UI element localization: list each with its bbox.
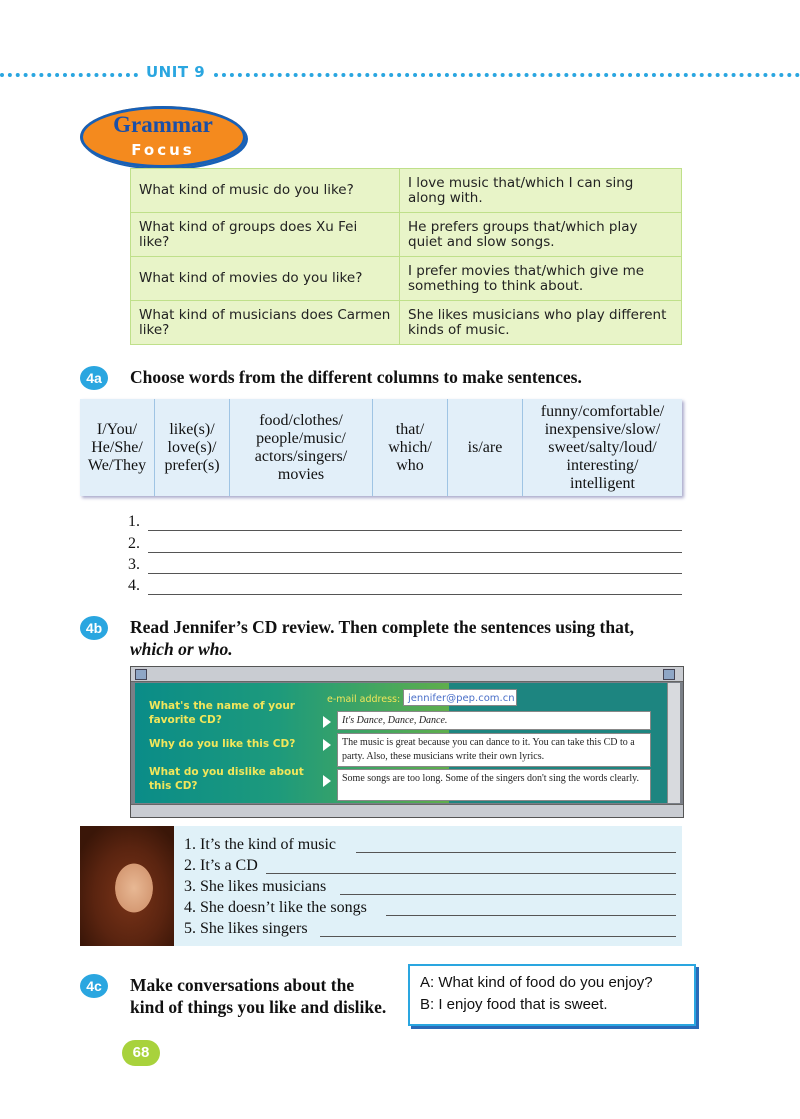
conversation-example-box bbox=[408, 964, 696, 1026]
cd-question-3: What do you dislike about this CD? bbox=[149, 766, 304, 792]
section-number-4b: 4b bbox=[80, 616, 108, 640]
answer-blank-line[interactable] bbox=[266, 873, 676, 874]
arrow-icon bbox=[323, 716, 331, 728]
grammar-answer: She likes musicians who play different kinds of music. bbox=[400, 301, 682, 345]
cd-question-2: Why do you like this CD? bbox=[149, 738, 296, 750]
section-4b-instruction-line2: which or who. bbox=[130, 639, 233, 659]
sentence-5: 5. She likes singers bbox=[184, 920, 308, 937]
word: funny/comfortable/ bbox=[540, 402, 665, 420]
section-4b-instruction-line1: Read Jennifer’s CD review. Then complete the sentences using that, bbox=[130, 617, 635, 637]
grammar-table bbox=[130, 168, 682, 345]
cd-answer-2[interactable]: The music is great because you can dance to it. You can take this CD to a party. Also, these musicians write their own lyrics. bbox=[337, 733, 651, 767]
word: food/clothes/ bbox=[259, 411, 343, 429]
answer-blank-line[interactable] bbox=[340, 894, 676, 895]
badge-title-line1: Grammar bbox=[113, 112, 213, 137]
answer-blank-line[interactable] bbox=[148, 530, 682, 531]
header-dots-right bbox=[214, 73, 800, 77]
sentence-1: 1. It’s the kind of music bbox=[184, 836, 336, 853]
email-field[interactable]: jennifer@pep.com.cn bbox=[403, 689, 517, 706]
word: people/music/ bbox=[256, 429, 346, 447]
word: interesting/ bbox=[566, 456, 639, 474]
word-column-5 bbox=[448, 399, 522, 496]
answer-blank-line[interactable] bbox=[320, 936, 676, 937]
grammar-question: What kind of movies do you like? bbox=[131, 257, 400, 301]
answer-line-number: 4. bbox=[128, 577, 140, 594]
grammar-answer: I love music that/which I can sing along with. bbox=[400, 169, 682, 213]
word-column-4 bbox=[373, 399, 447, 496]
word: is/are bbox=[467, 438, 503, 456]
grammar-question: What kind of music do you like? bbox=[131, 169, 400, 213]
badge-title-line2: Focus bbox=[131, 141, 195, 159]
answer-blank-line[interactable] bbox=[356, 852, 676, 853]
sentence-2: 2. It’s a CD bbox=[184, 857, 258, 874]
section-4a-instruction: Choose words from the different columns to make sentences. bbox=[130, 367, 582, 387]
grammar-focus-badge bbox=[80, 106, 246, 168]
conversation-line-b: B: I enjoy food that is sweet. bbox=[420, 996, 608, 1013]
section-number-4c: 4c bbox=[80, 974, 108, 998]
grammar-answer: He prefers groups that/which play quiet and slow songs. bbox=[400, 213, 682, 257]
arrow-icon bbox=[323, 775, 331, 787]
word: that/ bbox=[395, 420, 425, 438]
window-menu-icon[interactable] bbox=[135, 669, 147, 680]
table-row bbox=[131, 301, 682, 345]
word: which/ bbox=[388, 438, 432, 456]
answer-line-number: 2. bbox=[128, 535, 140, 552]
grammar-question: What kind of groups does Xu Fei like? bbox=[131, 213, 400, 257]
cd-answer-3[interactable]: Some songs are too long. Some of the singers don't sing the words clearly. bbox=[337, 769, 651, 801]
header-dots-left bbox=[0, 73, 138, 77]
table-row bbox=[131, 213, 682, 257]
window-status-bar bbox=[131, 804, 683, 817]
word: like(s)/ bbox=[169, 420, 215, 438]
sentence-3: 3. She likes musicians bbox=[184, 878, 327, 895]
grammar-answer: I prefer movies that/which give me something to think about. bbox=[400, 257, 682, 301]
arrow-icon bbox=[323, 739, 331, 751]
word: actors/singers/ bbox=[254, 447, 348, 465]
word: prefer(s) bbox=[164, 456, 220, 474]
section-4c-instruction-line2: kind of things you like and dislike. bbox=[130, 997, 387, 1017]
answer-line-number: 1. bbox=[128, 513, 140, 530]
table-row bbox=[131, 169, 682, 213]
word: sweet/salty/loud/ bbox=[548, 438, 657, 456]
answer-blank-line[interactable] bbox=[148, 573, 682, 574]
sentence-4: 4. She doesn’t like the songs bbox=[184, 899, 367, 916]
word-column-1 bbox=[80, 399, 154, 496]
word: We/They bbox=[87, 456, 147, 474]
email-label: e-mail address: bbox=[327, 694, 401, 705]
word-columns-table bbox=[80, 399, 682, 496]
window-maximize-icon[interactable] bbox=[663, 669, 675, 680]
word: I/You/ bbox=[96, 420, 138, 438]
word: inexpensive/slow/ bbox=[544, 420, 661, 438]
word: who bbox=[396, 456, 424, 474]
answer-blank-line[interactable] bbox=[148, 552, 682, 553]
answer-blank-line[interactable] bbox=[148, 594, 682, 595]
section-number-4a: 4a bbox=[80, 366, 108, 390]
cd-answer-1[interactable]: It's Dance, Dance, Dance. bbox=[337, 711, 651, 730]
word: He/She/ bbox=[91, 438, 143, 456]
word-column-2 bbox=[155, 399, 229, 496]
unit-label: UNIT 9 bbox=[146, 63, 206, 81]
jennifer-photo bbox=[80, 826, 174, 946]
word-column-3 bbox=[230, 399, 372, 496]
window-scrollbar[interactable] bbox=[667, 683, 680, 803]
grammar-question: What kind of musicians does Carmen like? bbox=[131, 301, 400, 345]
word: movies bbox=[277, 465, 325, 483]
cd-review-window bbox=[130, 666, 684, 818]
page-number: 68 bbox=[122, 1040, 160, 1066]
word: love(s)/ bbox=[167, 438, 217, 456]
conversation-line-a: A: What kind of food do you enjoy? bbox=[420, 974, 653, 991]
answer-blank-line[interactable] bbox=[386, 915, 676, 916]
section-4c-instruction-line1: Make conversations about the bbox=[130, 975, 355, 995]
window-title-bar bbox=[131, 667, 683, 682]
word-column-6 bbox=[523, 399, 682, 496]
answer-line-number: 3. bbox=[128, 556, 140, 573]
word: intelligent bbox=[570, 474, 635, 492]
cd-question-1: What's the name of your favorite CD? bbox=[149, 700, 295, 726]
table-row bbox=[131, 257, 682, 301]
